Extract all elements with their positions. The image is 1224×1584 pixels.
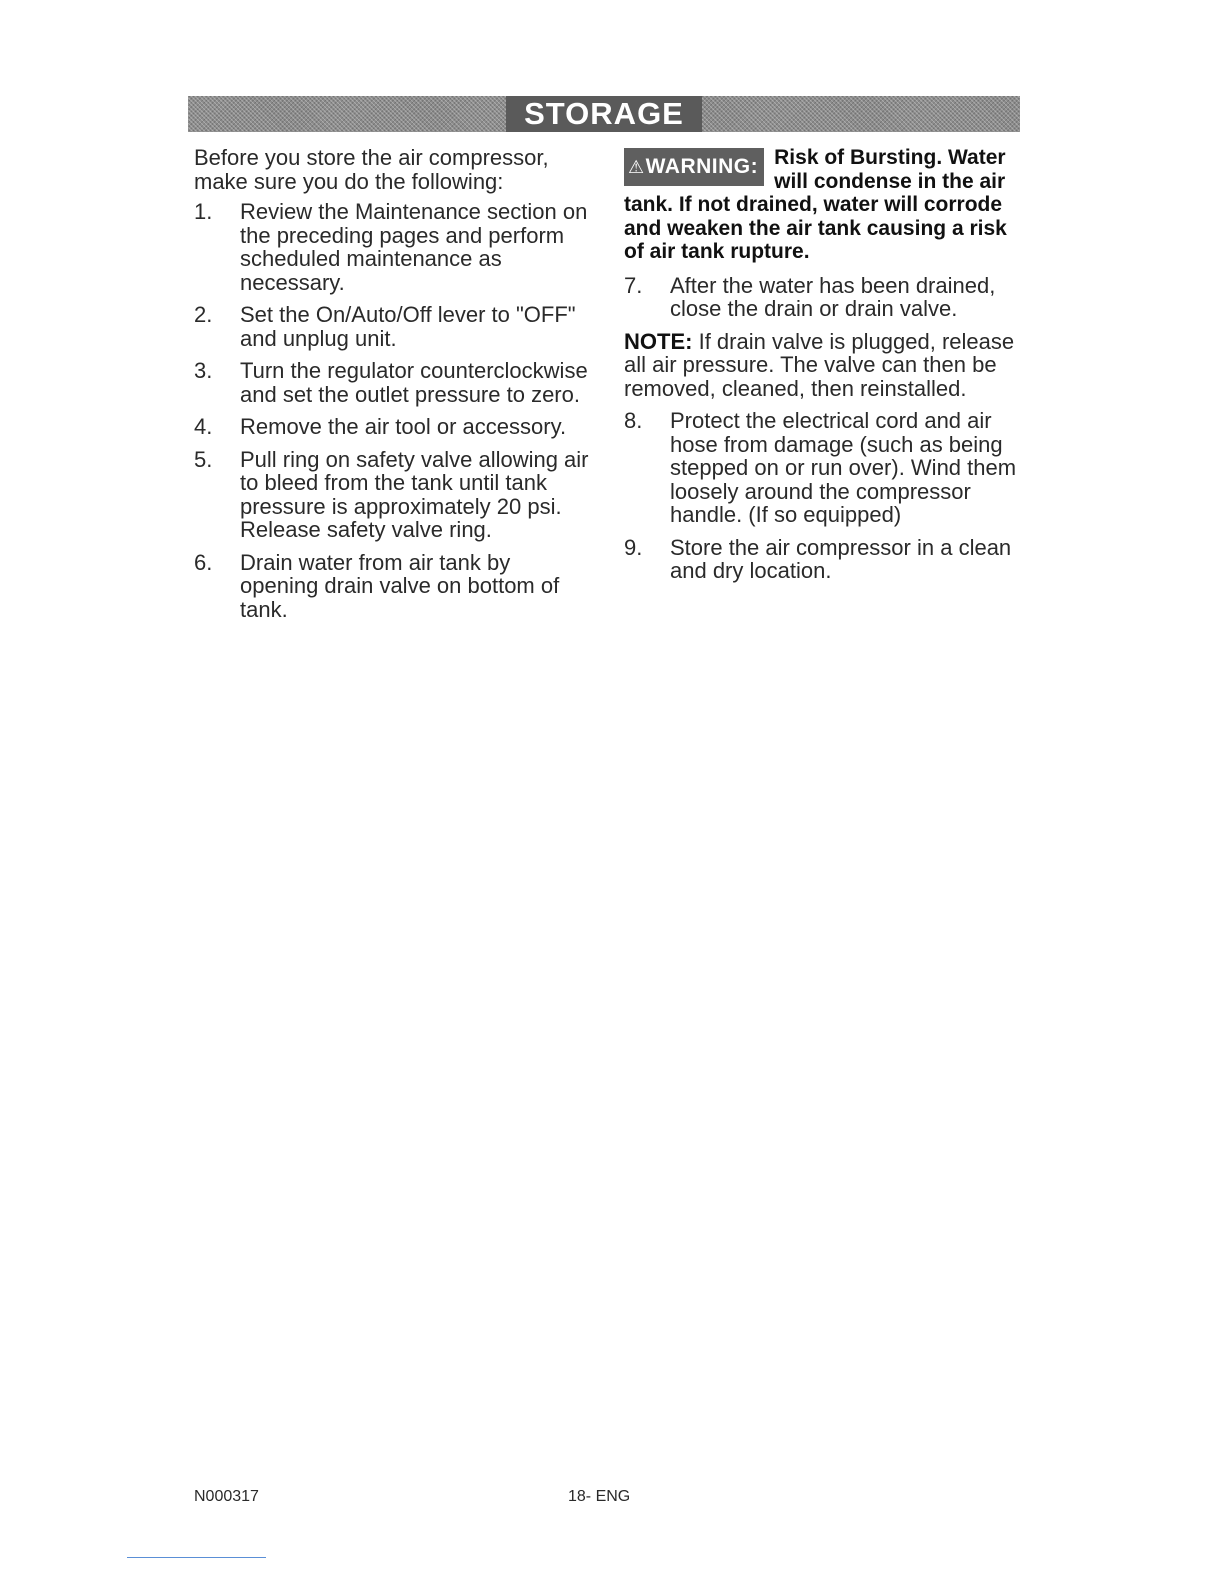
step-text: Protect the electrical cord and air hose from damage (such as being stepped on or run over). Wind them loosely around the compressor handle. (If so equipped) bbox=[670, 408, 1017, 527]
step-number: 5. bbox=[194, 446, 213, 472]
right-column bbox=[624, 146, 1024, 592]
intro-text: Before you store the air compressor, make sure you do the following: bbox=[194, 145, 549, 194]
bottom-rule bbox=[127, 1557, 266, 1558]
list-item bbox=[624, 274, 1024, 321]
note-label: NOTE: bbox=[624, 328, 693, 354]
step-text: Turn the regulator counterclockwise and set the outlet pressure to zero. bbox=[240, 358, 588, 407]
step-text: Remove the air tool or accessory. bbox=[240, 414, 567, 439]
warning-text: Risk of Bursting. Water will condense in the air tank. If not drained, water will corrode and weaken the air tank causing a risk of air tank rupture. bbox=[624, 146, 1007, 263]
alert-triangle-icon: ⚠ bbox=[628, 157, 645, 177]
step-number: 9. bbox=[624, 534, 643, 560]
page-number: 18- ENG bbox=[568, 1488, 631, 1505]
document-code: N000317 bbox=[194, 1488, 259, 1505]
step-number: 4. bbox=[194, 414, 213, 439]
note-block bbox=[624, 330, 1024, 401]
step-number: 8. bbox=[624, 408, 643, 433]
step-text: After the water has been drained, close the drain or drain valve. bbox=[670, 272, 996, 321]
step-text: Review the Maintenance section on the preceding pages and perform scheduled maintenance as necessary. bbox=[240, 199, 588, 295]
list-item bbox=[194, 200, 594, 294]
list-item bbox=[624, 536, 1024, 583]
step-text: Set the On/Auto/Off lever to "OFF" and unplug unit. bbox=[240, 302, 576, 351]
warning-label: WARNING: bbox=[645, 155, 759, 178]
step-number: 1. bbox=[194, 199, 213, 224]
left-column bbox=[194, 146, 594, 630]
step-text: Pull ring on safety valve allowing air to bleed from the tank until tank pressure is approximately 20 psi. Release safety valve ring. bbox=[240, 446, 589, 542]
section-banner bbox=[188, 96, 1020, 132]
step-text: Drain water from air tank by opening drain valve on bottom of tank. bbox=[240, 549, 560, 622]
step-number: 7. bbox=[624, 272, 643, 298]
section-title: STORAGE bbox=[506, 96, 702, 132]
list-item bbox=[624, 409, 1024, 527]
warning-badge bbox=[624, 148, 764, 186]
list-item bbox=[194, 551, 594, 622]
list-item bbox=[194, 448, 594, 542]
warning-block bbox=[624, 146, 1024, 264]
step-number: 2. bbox=[194, 302, 213, 327]
list-item bbox=[194, 415, 594, 439]
note-text: If drain valve is plugged, release all air pressure. The valve can then be removed, cleaned, then reinstalled. bbox=[624, 328, 1015, 401]
list-item bbox=[194, 359, 594, 406]
list-item bbox=[194, 303, 594, 350]
step-number: 6. bbox=[194, 549, 213, 575]
step-number: 3. bbox=[194, 358, 213, 383]
step-text: Store the air compressor in a clean and dry location. bbox=[670, 534, 1012, 583]
